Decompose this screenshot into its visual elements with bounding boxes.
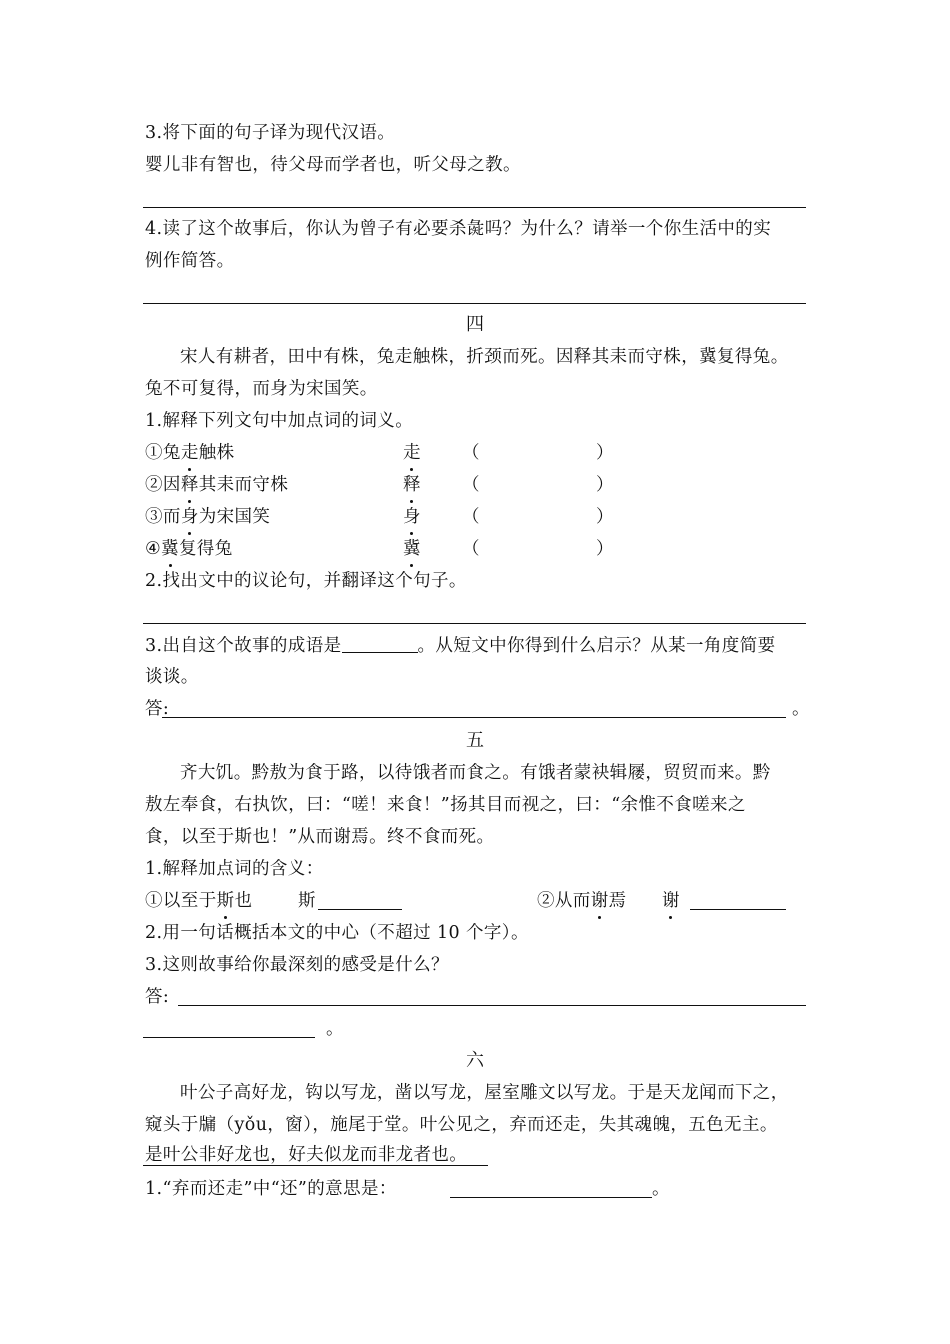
paren-open: （ <box>462 475 480 495</box>
vocab-item: ②从而谢焉 <box>537 891 627 911</box>
passage-line: 叶公子高好龙，钩以写龙，凿以写龙，屋室雕文以写龙。于是天龙闻而下之， <box>180 1083 789 1103</box>
paren-open: （ <box>462 507 480 527</box>
vocab-word: 谢 <box>662 891 680 911</box>
idiom-blank[interactable] <box>342 634 418 653</box>
vocab-item: ②因释其耒而守株 <box>145 475 289 495</box>
answer-line[interactable] <box>143 623 806 624</box>
question-3-line2: 谈谈。 <box>145 667 199 687</box>
answer-end: 。 <box>652 1179 670 1199</box>
paren-open: （ <box>462 443 480 463</box>
vocab-word: 身 <box>403 507 421 527</box>
answer-line[interactable] <box>143 207 806 208</box>
question-1: 1.解释下列文句中加点词的词义。 <box>145 411 414 431</box>
passage-line: 食，以至于斯也！”从而谢焉。终不食而死。 <box>145 827 495 847</box>
passage-line: 兔不可复得，而身为宋国笑。 <box>145 379 378 399</box>
passage-line: 齐大饥。黔敖为食于路，以待饿者而食之。有饿者蒙袂辑屦，贸贸而来。黔 <box>180 763 771 783</box>
answer-line[interactable] <box>178 1005 806 1006</box>
question-3: 3.出自这个故事的成语是 。从短文中你得到什么启示？从某一角度简要 <box>145 636 776 656</box>
question-2: 2.找出文中的议论句，并翻译这个句子。 <box>145 571 467 591</box>
paren-close: ） <box>596 443 614 463</box>
question-1: 1.“弃而还走”中“还”的意思是： <box>145 1179 397 1199</box>
vocab-word: 斯 <box>298 891 316 911</box>
question-3: 3.将下面的句子译为现代汉语。 <box>145 123 396 143</box>
question-4-line1: 4.读了这个故事后，你认为曾子有必要杀彘吗？为什么？请举一个你生活中的实 <box>145 219 772 239</box>
answer-label: 答: <box>145 699 170 719</box>
passage-line: 敖左奉食，右执饮，曰：“嗟！来食！”扬其目而视之，曰：“余惟不食嗟来之 <box>145 795 746 815</box>
question-3-sentence: 婴儿非有智也，待父母而学者也，听父母之教。 <box>145 155 521 175</box>
question-4-line2: 例作简答。 <box>145 251 235 271</box>
vocab-item: ①以至于斯也 <box>145 891 253 911</box>
vocab-word: 冀 <box>403 539 421 559</box>
question-2: 2.用一句话概括本文的中心（不超过 10 个字）。 <box>145 923 529 943</box>
vocab-item: ④冀复得兔 <box>145 539 233 559</box>
paren-close: ） <box>596 507 614 527</box>
vocab-item: ③而身为宋国笑 <box>145 507 271 527</box>
answer-line[interactable] <box>162 717 786 718</box>
paren-open: （ <box>462 539 480 559</box>
passage-line-underlined: 是叶公非好龙也，好夫似龙而非龙者也。 <box>145 1145 468 1165</box>
question-1: 1.解释加点词的含义： <box>145 859 324 879</box>
paren-close: ） <box>596 539 614 559</box>
underline <box>143 1165 488 1166</box>
paren-close: ） <box>596 475 614 495</box>
section-heading-6: 六 <box>466 1050 484 1071</box>
answer-end: 。 <box>792 699 810 719</box>
section-heading-4: 四 <box>466 314 484 335</box>
answer-blank[interactable] <box>318 909 402 910</box>
answer-blank[interactable] <box>690 909 786 910</box>
question-3: 3.这则故事给你最深刻的感受是什么？ <box>145 955 449 975</box>
answer-label: 答: <box>145 987 170 1007</box>
section-heading-5: 五 <box>466 730 484 751</box>
vocab-word: 走 <box>403 443 421 463</box>
passage-line: 宋人有耕者，田中有株，兔走触株，折颈而死。因释其耒而守株，冀复得兔。 <box>180 347 789 367</box>
answer-end: 。 <box>326 1019 344 1039</box>
answer-line[interactable] <box>143 1037 315 1038</box>
passage-line: 窥头于牖（yǒu，窗），施尾于堂。叶公见之，弃而还走，失其魂魄，五色无主。 <box>145 1115 778 1135</box>
vocab-item: ①兔走触株 <box>145 443 235 463</box>
answer-blank[interactable] <box>450 1197 652 1198</box>
vocab-word: 释 <box>403 475 421 495</box>
answer-line[interactable] <box>143 303 806 304</box>
